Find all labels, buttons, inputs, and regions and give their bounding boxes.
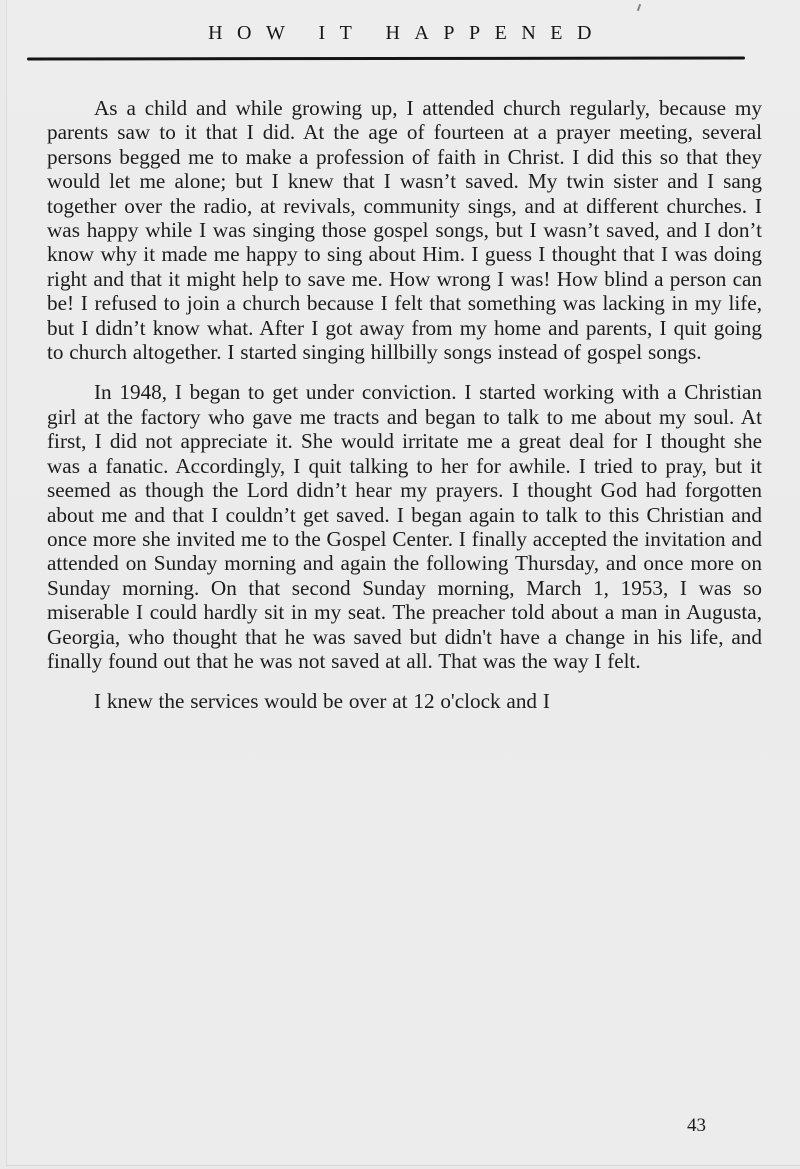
paragraph-conviction: In 1948, I began to get under conviction. I started working with a Christian girl at the factory who gave me tracts and began to talk to me about my soul. At first, I did not appreciate it. She would irritate me a great deal for I thought she was a fanatic. Accordingly, I quit talking to her for awhile. I tried to pray, but it seemed as though the Lord didn’t hear my prayers. I thought God had forgotten about me and that I couldn’t get saved. I began again to talk to this Christian and once more she invited me to the Gospel Center. I finally accepted the invitation and attended on Sunday morning and again the following Thursday, and once more on Sunday morning. On that second Sunday morning, March 1, 1953, I was so miserable I could hardly sit in my seat. The preacher told about a man in Augusta, Georgia, who thought that he was saved but didn't have a change in his life, and finally found out that he was not saved at all. That was the way I felt. [47,380,762,673]
body-text [47,96,762,714]
stray-ink-mark [637,4,641,11]
header-rule [27,56,745,60]
book-page [6,0,800,1166]
running-head-title: HOW IT HAPPENED [208,22,606,44]
paragraph-services: I knew the services would be over at 12 o'clock and I [94,689,550,714]
running-head [47,22,753,45]
page-number: 43 [687,1115,706,1136]
paragraph-childhood: As a child and while growing up, I attended church regularly, because my parents saw to it that I did. At the age of fourteen at a prayer meeting, several persons begged me to make a profession of faith in Christ. I did this so that they would let me alone; but I knew that I wasn’t saved. My twin sister and I sang together over the radio, at revivals, community sings, and at different churches. I was happy while I was singing those gospel songs, but I wasn’t saved, and I don’t know why it made me happy to sing about Him. I guess I thought that I was doing right and that it might help to save me. How wrong I was! How blind a person can be! I refused to join a church because I felt that something was lacking in my life, but I didn’t know what. After I got away from my home and parents, I quit going to church altogether. I started singing hillbilly songs instead of gospel songs. [47,96,762,365]
